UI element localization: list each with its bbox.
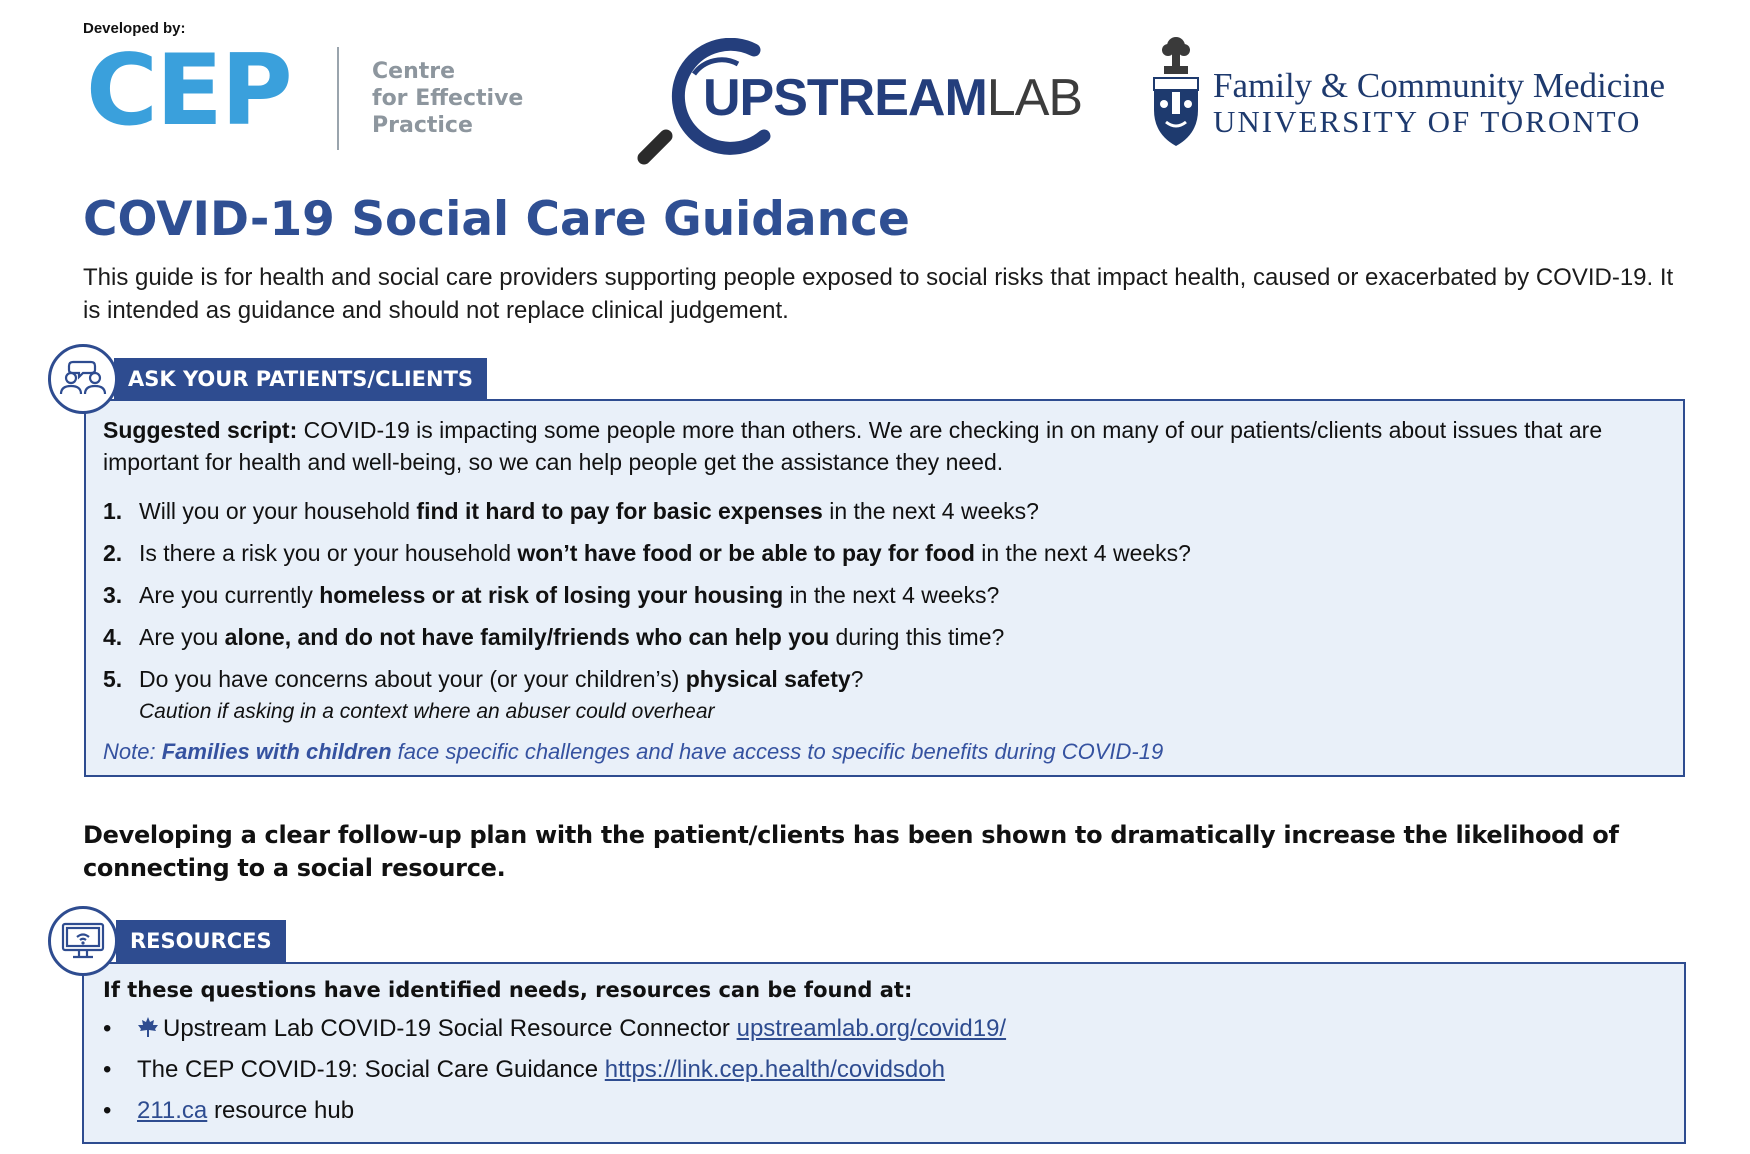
- question-post: in the next 4 weeks?: [974, 540, 1191, 566]
- resources-section-tab: RESOURCES: [116, 920, 286, 962]
- bullet: •: [103, 1015, 112, 1042]
- question-number: 2.: [103, 540, 123, 566]
- cep-logo-divider: [337, 47, 339, 150]
- resource-body: [137, 1094, 354, 1128]
- maple-leaf-icon: [137, 1016, 159, 1038]
- question-post: during this time?: [829, 624, 1005, 650]
- resource-text: The CEP COVID-19: Social Care Guidance: [137, 1056, 605, 1083]
- upstreamlab-link[interactable]: upstreamlab.org/covid19/: [736, 1015, 1007, 1042]
- followup-bold: follow-up plan: [337, 821, 527, 849]
- suggested-script: [103, 414, 1683, 478]
- question-bold: won’t have food or be able to pay for food: [517, 540, 975, 566]
- question-list: [103, 495, 1683, 723]
- cep-logo-line3: Practice: [372, 113, 473, 138]
- bullet: •: [103, 1056, 112, 1083]
- cep-logo-letters: CEP: [86, 34, 291, 148]
- page-title: COVID-19 Social Care Guidance: [83, 192, 910, 247]
- suggested-script-label: Suggested script:: [103, 417, 298, 443]
- question-bold: alone, and do not have family/friends who can help you: [224, 624, 830, 650]
- cep-logo-line2: for Effective: [372, 86, 524, 111]
- question-item: [103, 621, 1683, 663]
- people-chat-icon: [57, 358, 109, 400]
- question-item: [103, 663, 1683, 723]
- question-text: [139, 579, 999, 611]
- question-post: in the next 4 weeks?: [822, 498, 1039, 524]
- question-text: [139, 621, 1004, 653]
- question-pre: Is there a risk you or your household: [139, 540, 518, 566]
- developed-by-label: Developed by:: [83, 20, 186, 37]
- upstream-logo-part1: UPSTREAM: [703, 69, 987, 127]
- question-pre: Will you or your household: [139, 498, 417, 524]
- children-note: [103, 737, 1163, 767]
- question-bold: homeless or at risk of losing your housing: [319, 582, 784, 608]
- followup-statement: [83, 819, 1683, 885]
- question-bold: find it hard to pay for basic expenses: [416, 498, 823, 524]
- cep-logo-line1: Centre: [372, 59, 456, 84]
- uoft-crest-icon: [1150, 34, 1202, 152]
- suggested-script-text: COVID-19 is impacting some people more than others. We are checking in on many of our patients/clients about issues that are important for health and well-being, so we can help people get the assistance they need.: [103, 417, 1603, 475]
- 211-link[interactable]: 211.ca: [137, 1097, 208, 1124]
- question-pre: Are you: [139, 624, 225, 650]
- caution-note: Caution if asking in a context where an abuser could overhear: [139, 700, 715, 723]
- cep-logo-subtitle: [372, 58, 523, 139]
- uoft-logo-line2: UNIVERSITY OF TORONTO: [1213, 104, 1642, 139]
- upstream-lab-logo: [703, 69, 1083, 127]
- resources-heading: If these questions have identified needs, resources can be found at:: [103, 978, 913, 1002]
- followup-pre: Developing a clear: [83, 821, 338, 849]
- computer-wifi-icon: [59, 920, 107, 962]
- question-pre: Do you have concerns about your (or your children’s): [139, 666, 686, 692]
- note-prefix: Note:: [103, 739, 162, 764]
- cep-guidance-link[interactable]: https://link.cep.health/covidsdoh: [604, 1056, 945, 1083]
- note-bold: Families with children: [161, 739, 392, 764]
- intro-paragraph: This guide is for health and social care providers supporting people exposed to social risks that impact health, caused or exacerbated by COVID-19. It is intended as guidance and should not replace clinical judgement.: [83, 264, 1674, 324]
- resource-text: Upstream Lab COVID-19 Social Resource Connector: [163, 1015, 737, 1042]
- question-number: 5.: [103, 666, 123, 692]
- upstream-logo-part2: LAB: [986, 69, 1083, 127]
- question-item: [103, 495, 1683, 537]
- question-pre: Are you currently: [139, 582, 320, 608]
- question-number: 1.: [103, 498, 123, 524]
- question-post: ?: [850, 666, 864, 692]
- question-text: [139, 495, 1039, 527]
- question-bold: physical safety: [685, 666, 851, 692]
- resource-text: resource hub: [207, 1097, 355, 1124]
- question-number: 3.: [103, 582, 123, 608]
- bullet: •: [103, 1097, 112, 1124]
- resource-body: [137, 1012, 1006, 1046]
- resource-body: [137, 1053, 945, 1087]
- uoft-logo-line1: Family & Community Medicine: [1213, 66, 1666, 105]
- ask-section-tab: ASK YOUR PATIENTS/CLIENTS: [114, 358, 487, 400]
- ask-section-icon-circle: [48, 344, 118, 414]
- followup-post: with the patient/clients has been shown to dramatically increase the likelihood of connecting to a social resource.: [83, 821, 1619, 882]
- question-text: [139, 537, 1191, 569]
- resources-icon-circle: [48, 906, 118, 976]
- question-post: in the next 4 weeks?: [783, 582, 1000, 608]
- question-item: [103, 579, 1683, 621]
- question-item: [103, 537, 1683, 579]
- note-text: face specific challenges and have access to specific benefits during COVID-19: [391, 739, 1164, 764]
- question-number: 4.: [103, 624, 123, 650]
- question-text: [139, 663, 863, 695]
